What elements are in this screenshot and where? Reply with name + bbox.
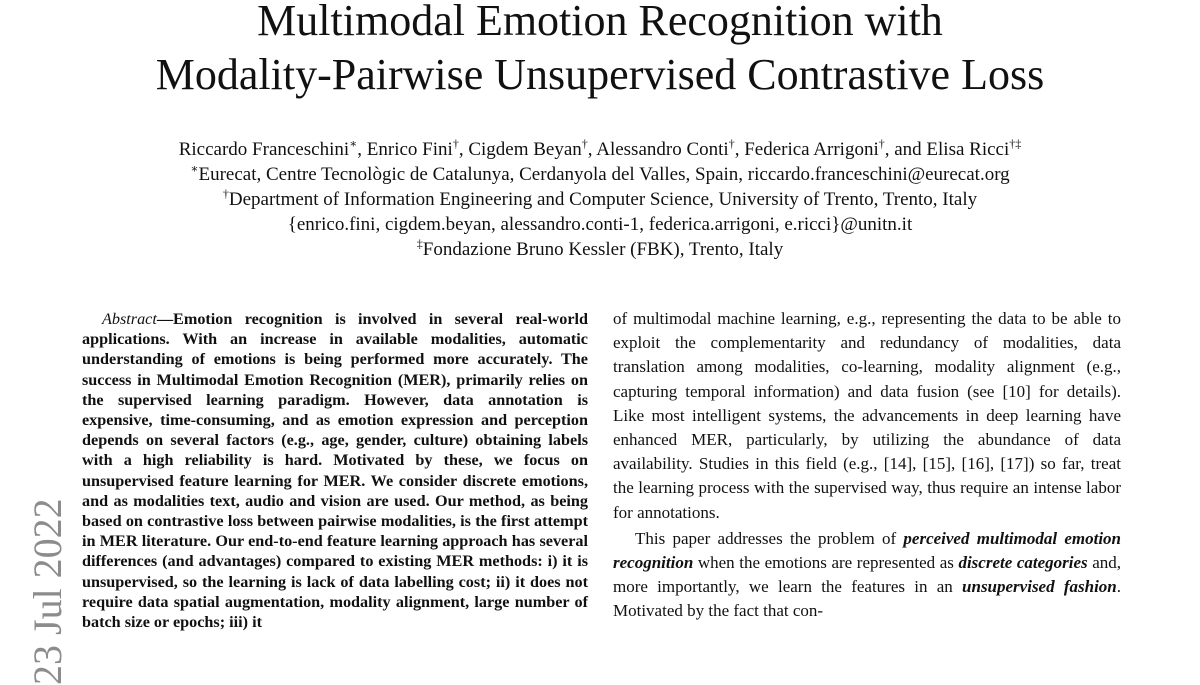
paper-title [0, 0, 1200, 102]
author-name: Alessandro Conti [596, 139, 729, 160]
author-emails: {enrico.fini, cigdem.beyan, alessandro.conti-1, federica.arrigoni, e.ricci}@unitn.it [287, 214, 913, 235]
abstract: Abstract—Emotion recognition is involved in several real-world applications. With an increase in available modalities, automatic understanding of emotions is being performed more accurately. The success in Multimodal Emotion Recognition (MER), primarily relies on the supervised learning paradigm. However, data annotation is expensive, time-consuming, and as emotion expression and perception depends on several factors (e.g., age, gender, culture) obtaining labels with a high reliability is hard. Motivated by these, we focus on unsupervised feature learning for MER. We consider discrete emotions, and as modalities text, audio and vision are used. Our method, as being based on contrastive loss between pairwise modalities, is the first attempt in MER literature. Our end-to-end feature learning approach has several differences (and advantages) compared to existing MER methods: i) it is unsupervised, so the learning is lack of data labelling cost; ii) it does not require data spatial augmentation, modality alignment, large number of batch size or epochs; iii) it [82, 310, 588, 632]
affiliation-trento: †Department of Information Engineering and Computer Science, University of Trento, Trento, Italy [222, 186, 978, 210]
author-name: Elisa Ricci [926, 139, 1010, 160]
author-name: Cigdem Beyan [468, 139, 582, 160]
author-mark: † [878, 136, 885, 151]
author-list: Riccardo Franceschini∗, Enrico Fini†, Cigdem Beyan†, Alessandro Conti†, Federica Arrigoni†, and Elisa Ricci†‡ [178, 136, 1022, 160]
title-line-2: Modality-Pairwise Unsupervised Contrastive Loss [155, 50, 1045, 99]
author-mark: † [728, 136, 735, 151]
author-name: Riccardo Franceschini [178, 139, 350, 160]
arxiv-date-stamp: 23 Jul 2022 [25, 498, 70, 685]
author-block [0, 137, 1200, 262]
affiliation-fbk: ‡Fondazione Bruno Kessler (FBK), Trento, Italy [416, 236, 784, 260]
emphasis: unsupervised fashion [962, 577, 1117, 597]
body-column-right [613, 307, 1121, 624]
affiliation-eurecat: ∗Eurecat, Centre Tecnològic de Catalunya, Cerdanyola del Valles, Spain, riccardo.franceschini@eurecat.org [190, 161, 1010, 185]
title-line-1: Multimodal Emotion Recognition with [257, 0, 943, 45]
author-name: Federica Arrigoni [744, 139, 879, 160]
author-mark: † [452, 136, 459, 151]
author-mark: ∗ [349, 136, 358, 151]
author-name: Enrico Fini [366, 139, 453, 160]
abstract-text: Emotion recognition is involved in several real-world applications. With an increase in available modalities, automatic understanding of emotions is being performed more accurately. The success in Multimodal Emotion Recognition (MER), primarily relies on the supervised learning paradigm. However, data annotation is expensive, time-consuming, and as emotion expression and perception depends on several factors (e.g., age, gender, culture) obtaining labels with a high reliability is hard. Motivated by these, we focus on unsupervised feature learning for MER. We consider discrete emotions, and as modalities text, audio and vision are used. Our method, as being based on contrastive loss between pairwise modalities, is the first attempt in MER literature. Our end-to-end feature learning approach has several differences (and advantages) compared to existing MER methods: i) it is unsupervised, so the learning is lack of data labelling cost; ii) it does not require data spatial augmentation, modality alignment, large number of batch size or epochs; iii) it [82, 310, 588, 632]
body-paragraph: of multimodal machine learning, e.g., representing the data to be able to exploit the complementarity and redundancy of modalities, data translation among modalities, co-learning, modality alignment (e.g., capturing temporal information) and data fusion (see [10] for details). Like most intelligent systems, the advancements in deep learning have enhanced MER, particularly, by utilizing the abundance of data availability. Studies in this field (e.g., [14], [15], [16], [17]) so far, treat the learning process with the supervised way, thus require an intense labor for annotations. [613, 309, 1121, 522]
body-paragraph: This paper addresses the problem of perceived multimodal emotion recognition when the emotions are represented as discrete categories and, more importantly, we learn the features in an unsupervised fashion. Motivated by the fact that con- [613, 528, 1122, 621]
emphasis: discrete categories [958, 553, 1088, 573]
abstract-label: Abstract [102, 310, 157, 328]
author-mark: †‡ [1009, 136, 1022, 151]
author-mark: † [581, 136, 588, 151]
emphasis: perceived multimodal emotion recognition [613, 528, 1122, 573]
